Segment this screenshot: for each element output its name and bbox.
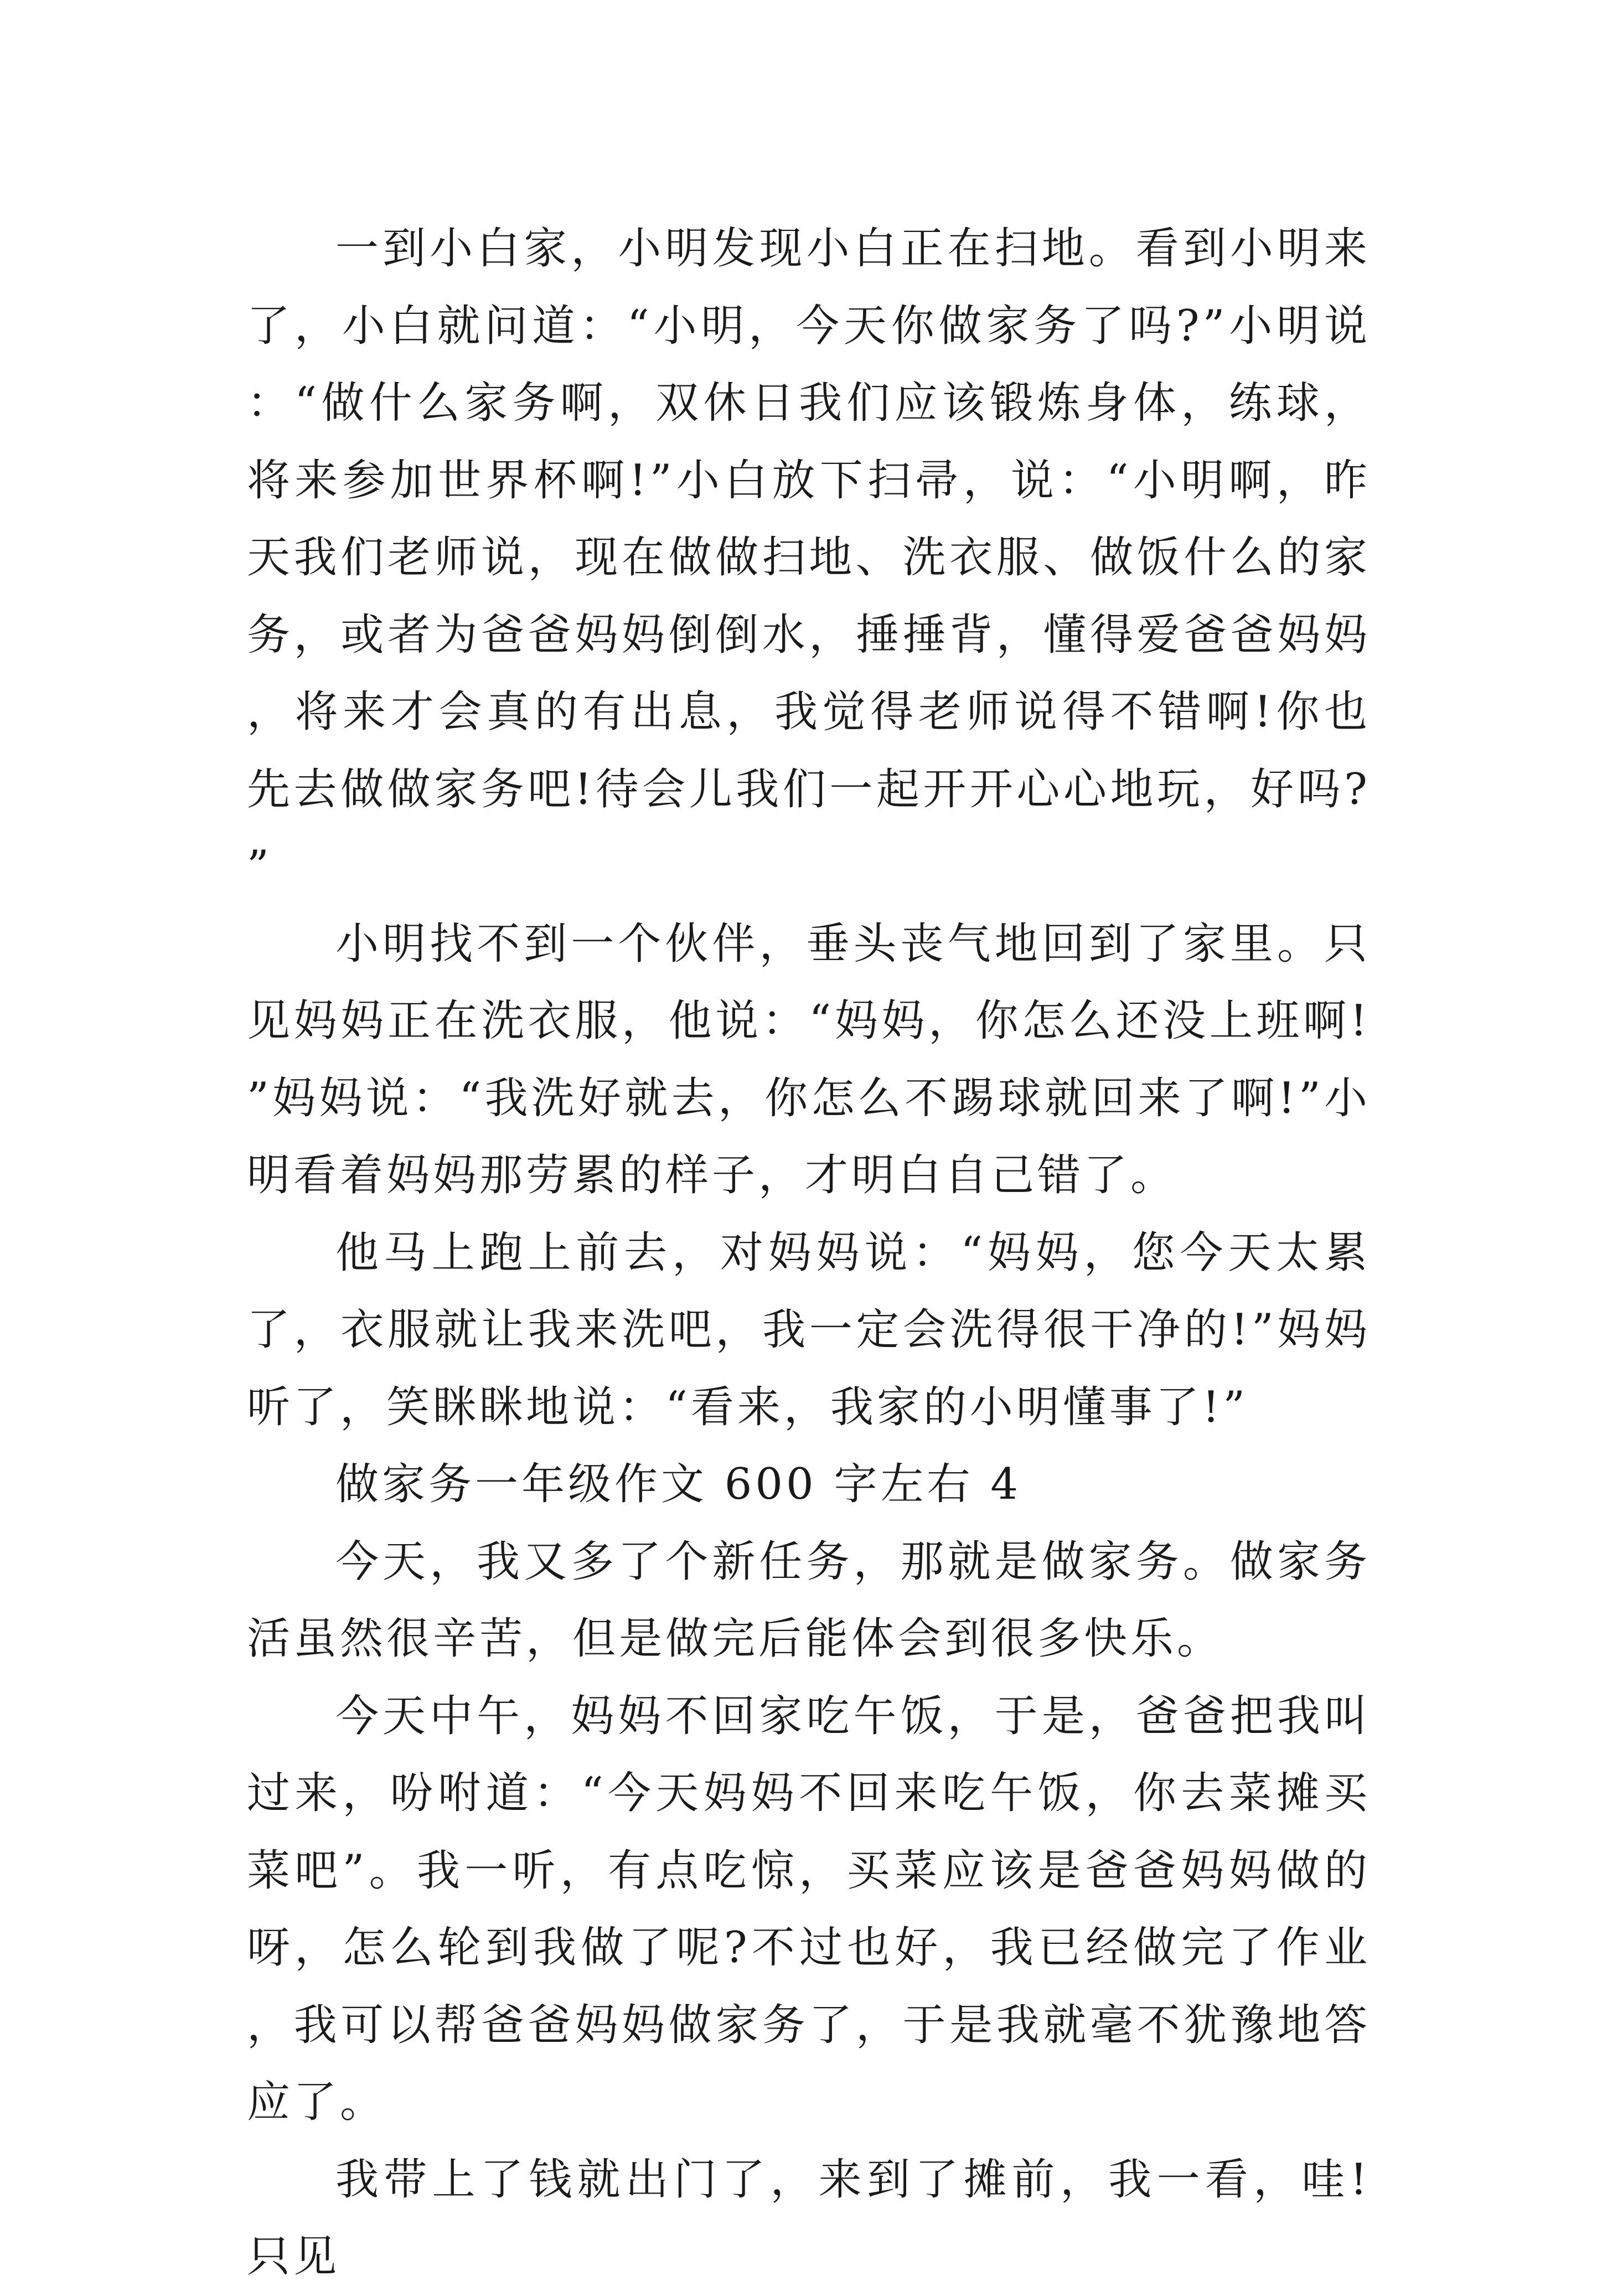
paragraph-1: 一到小白家，小明发现小白正在扫地。看到小明来了，小白就问道：“小明，今天你做家务了吗?”小明说：“做什么家务啊，双休日我们应该锻炼身体，练球，将来参加世界杯啊!”小白放下扫帚，说：“小明啊，昨天我们老师说，现在做做扫地、洗衣服、做饭什么的家务，或者为爸爸妈妈倒倒水，捶捶背，懂得爱爸爸妈妈，将来才会真的有出息，我觉得老师说得不错啊!你也先去做做家务吧!待会儿我们一起开开心心地玩，好吗?” — [247, 224, 1371, 891]
essay-body — [247, 210, 1371, 2296]
paragraph-6: 我带上了钱就出门了，来到了摊前，我一看，哇!只见 — [247, 2154, 1371, 2282]
paragraph-4: 今天，我又多了个新任务，那就是做家务。做家务活虽然很辛苦，但是做完后能体会到很多快乐。 — [247, 1536, 1371, 1664]
paragraph-5: 今天中午，妈妈不回家吃午饭，于是，爸爸把我叫过来，吩咐道：“今天妈妈不回来吃午饭，你去菜摊买菜吧”。我一听，有点吃惊，买菜应该是爸爸妈妈做的呀，怎么轮到我做了呢?不过也好，我已经做完了作业，我可以帮爸爸妈妈做家务了，于是我就毫不犹豫地答应了。 — [247, 1691, 1371, 2127]
paragraph-2: 小明找不到一个伙伴，垂头丧气地回到了家里。只见妈妈正在洗衣服，他说：“妈妈，你怎么还没上班啊!”妈妈说：“我洗好就去，你怎么不踢球就回来了啊!”小明看着妈妈那劳累的样子，才明白自己错了。 — [247, 919, 1371, 1200]
paragraph-3: 他马上跑上前去，对妈妈说：“妈妈，您今天太累了，衣服就让我来洗吧，我一定会洗得很干净的!”妈妈听了，笑眯眯地说：“看来，我家的小明懂事了!” — [247, 1227, 1371, 1432]
section-heading: 做家务一年级作文 600 字左右 4 — [335, 1459, 1021, 1509]
